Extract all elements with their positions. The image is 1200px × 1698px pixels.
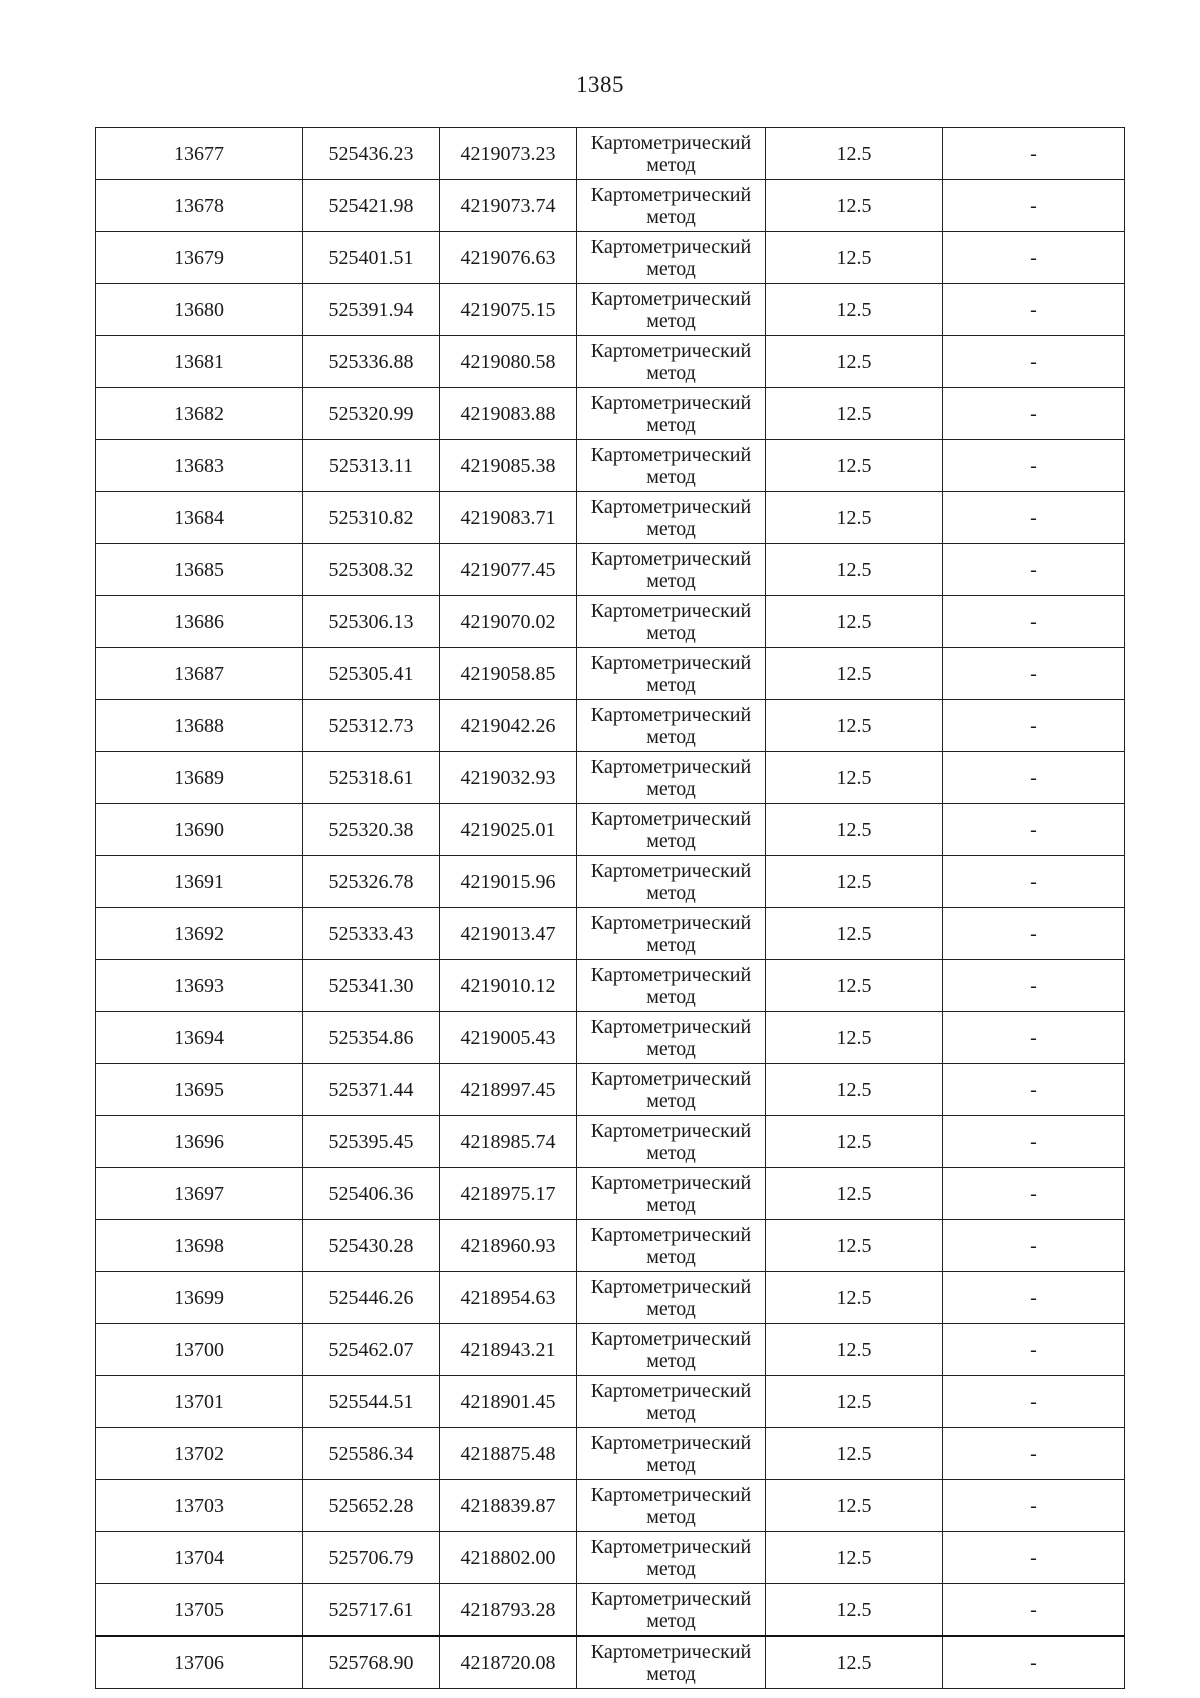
- method-cell: [577, 648, 766, 700]
- method-text-line2: метод: [646, 206, 696, 228]
- table-row: [96, 1116, 1125, 1168]
- table-row: [96, 1064, 1125, 1116]
- accuracy-cell: 12.5: [766, 180, 943, 232]
- method-text-line2: метод: [646, 570, 696, 592]
- x-coordinate-cell: 525320.99: [303, 388, 440, 440]
- table-row: [96, 596, 1125, 648]
- y-coordinate-cell: 4219005.43: [440, 1012, 577, 1064]
- method-text-line1: Картометрический: [590, 288, 752, 310]
- accuracy-cell: 12.5: [766, 336, 943, 388]
- y-coordinate-cell: 4218875.48: [440, 1428, 577, 1480]
- y-coordinate-cell: 4219083.71: [440, 492, 577, 544]
- accuracy-cell: 12.5: [766, 1480, 943, 1532]
- y-coordinate-cell: 4218985.74: [440, 1116, 577, 1168]
- method-text-line2: метод: [646, 1090, 696, 1112]
- point-number-cell: 13680: [96, 284, 303, 336]
- table-row: [96, 232, 1125, 284]
- method-text-line1: Картометрический: [590, 444, 752, 466]
- method-cell: [577, 1480, 766, 1532]
- y-coordinate-cell: 4219058.85: [440, 648, 577, 700]
- point-number-cell: 13677: [96, 128, 303, 180]
- x-coordinate-cell: 525717.61: [303, 1584, 440, 1637]
- point-number-cell: 13694: [96, 1012, 303, 1064]
- method-text-line1: Картометрический: [590, 1328, 752, 1350]
- point-number-cell: 13703: [96, 1480, 303, 1532]
- method-text-line1: Картометрический: [590, 1432, 752, 1454]
- method-text-line1: Картометрический: [590, 808, 752, 830]
- table-row: [96, 804, 1125, 856]
- note-cell: -: [943, 960, 1125, 1012]
- y-coordinate-cell: 4218997.45: [440, 1064, 577, 1116]
- method-text-line1: Картометрический: [590, 236, 752, 258]
- x-coordinate-cell: 525436.23: [303, 128, 440, 180]
- y-coordinate-cell: 4218793.28: [440, 1584, 577, 1637]
- method-text-line2: метод: [646, 934, 696, 956]
- table-row: [96, 180, 1125, 232]
- method-text-line2: метод: [646, 726, 696, 748]
- y-coordinate-cell: 4219076.63: [440, 232, 577, 284]
- note-cell: -: [943, 1480, 1125, 1532]
- point-number-cell: 13683: [96, 440, 303, 492]
- method-text-line1: Картометрический: [590, 1588, 752, 1610]
- method-cell: [577, 1272, 766, 1324]
- note-cell: -: [943, 700, 1125, 752]
- point-number-cell: 13700: [96, 1324, 303, 1376]
- note-cell: -: [943, 492, 1125, 544]
- note-cell: -: [943, 596, 1125, 648]
- method-text-line2: метод: [646, 154, 696, 176]
- point-number-cell: 13696: [96, 1116, 303, 1168]
- note-cell: -: [943, 544, 1125, 596]
- table-row: [96, 1636, 1125, 1689]
- y-coordinate-cell: 4219042.26: [440, 700, 577, 752]
- x-coordinate-cell: 525354.86: [303, 1012, 440, 1064]
- y-coordinate-cell: 4219070.02: [440, 596, 577, 648]
- x-coordinate-cell: 525391.94: [303, 284, 440, 336]
- table-row: [96, 856, 1125, 908]
- table-row: [96, 1584, 1125, 1637]
- method-text-line1: Картометрический: [590, 652, 752, 674]
- accuracy-cell: 12.5: [766, 492, 943, 544]
- accuracy-cell: 12.5: [766, 284, 943, 336]
- method-text-line1: Картометрический: [590, 132, 752, 154]
- method-text-line1: Картометрический: [590, 1380, 752, 1402]
- x-coordinate-cell: 525586.34: [303, 1428, 440, 1480]
- accuracy-cell: 12.5: [766, 1636, 943, 1689]
- method-text-line1: Картометрический: [590, 600, 752, 622]
- note-cell: -: [943, 1584, 1125, 1637]
- accuracy-cell: 12.5: [766, 804, 943, 856]
- method-cell: [577, 1428, 766, 1480]
- method-text-line1: Картометрический: [590, 1068, 752, 1090]
- accuracy-cell: 12.5: [766, 752, 943, 804]
- accuracy-cell: 12.5: [766, 700, 943, 752]
- y-coordinate-cell: 4218839.87: [440, 1480, 577, 1532]
- method-cell: [577, 1116, 766, 1168]
- table-row: [96, 544, 1125, 596]
- point-number-cell: 13691: [96, 856, 303, 908]
- accuracy-cell: 12.5: [766, 908, 943, 960]
- table-row: [96, 1480, 1125, 1532]
- note-cell: -: [943, 1532, 1125, 1584]
- method-text-line1: Картометрический: [590, 1276, 752, 1298]
- point-number-cell: 13685: [96, 544, 303, 596]
- method-text-line1: Картометрический: [590, 392, 752, 414]
- x-coordinate-cell: 525320.38: [303, 804, 440, 856]
- point-number-cell: 13684: [96, 492, 303, 544]
- accuracy-cell: 12.5: [766, 856, 943, 908]
- method-cell: [577, 1064, 766, 1116]
- point-number-cell: 13699: [96, 1272, 303, 1324]
- method-text-line1: Картометрический: [590, 1120, 752, 1142]
- table-row: [96, 1168, 1125, 1220]
- table-row: [96, 440, 1125, 492]
- method-text-line1: Картометрический: [590, 496, 752, 518]
- x-coordinate-cell: 525421.98: [303, 180, 440, 232]
- point-number-cell: 13695: [96, 1064, 303, 1116]
- method-text-line2: метод: [646, 830, 696, 852]
- method-text-line2: метод: [646, 1298, 696, 1320]
- accuracy-cell: 12.5: [766, 596, 943, 648]
- point-number-cell: 13698: [96, 1220, 303, 1272]
- method-cell: [577, 596, 766, 648]
- x-coordinate-cell: 525446.26: [303, 1272, 440, 1324]
- accuracy-cell: 12.5: [766, 1272, 943, 1324]
- method-text-line2: метод: [646, 1558, 696, 1580]
- y-coordinate-cell: 4219083.88: [440, 388, 577, 440]
- method-cell: [577, 908, 766, 960]
- table-row: [96, 1376, 1125, 1428]
- method-text-line2: метод: [646, 466, 696, 488]
- method-text-line2: метод: [646, 622, 696, 644]
- method-cell: [577, 1636, 766, 1689]
- accuracy-cell: 12.5: [766, 1324, 943, 1376]
- point-number-cell: 13687: [96, 648, 303, 700]
- point-number-cell: 13706: [96, 1636, 303, 1689]
- method-cell: [577, 1220, 766, 1272]
- method-cell: [577, 960, 766, 1012]
- method-text-line1: Картометрический: [590, 1484, 752, 1506]
- coordinates-table: [95, 127, 1125, 1689]
- note-cell: -: [943, 648, 1125, 700]
- method-cell: [577, 284, 766, 336]
- x-coordinate-cell: 525312.73: [303, 700, 440, 752]
- accuracy-cell: 12.5: [766, 544, 943, 596]
- method-text-line2: метод: [646, 1194, 696, 1216]
- x-coordinate-cell: 525313.11: [303, 440, 440, 492]
- x-coordinate-cell: 525310.82: [303, 492, 440, 544]
- method-cell: [577, 544, 766, 596]
- y-coordinate-cell: 4219075.15: [440, 284, 577, 336]
- method-cell: [577, 804, 766, 856]
- x-coordinate-cell: 525341.30: [303, 960, 440, 1012]
- y-coordinate-cell: 4218901.45: [440, 1376, 577, 1428]
- coordinates-table-body: [96, 128, 1125, 1689]
- method-text-line1: Картометрический: [590, 184, 752, 206]
- method-text-line1: Картометрический: [590, 1016, 752, 1038]
- accuracy-cell: 12.5: [766, 388, 943, 440]
- x-coordinate-cell: 525706.79: [303, 1532, 440, 1584]
- note-cell: -: [943, 1324, 1125, 1376]
- method-text-line2: метод: [646, 882, 696, 904]
- method-text-line2: метод: [646, 778, 696, 800]
- note-cell: -: [943, 1272, 1125, 1324]
- method-text-line1: Картометрический: [590, 1641, 752, 1663]
- method-text-line1: Картометрический: [590, 1536, 752, 1558]
- point-number-cell: 13688: [96, 700, 303, 752]
- y-coordinate-cell: 4218975.17: [440, 1168, 577, 1220]
- method-text-line2: метод: [646, 310, 696, 332]
- accuracy-cell: 12.5: [766, 1532, 943, 1584]
- x-coordinate-cell: 525308.32: [303, 544, 440, 596]
- method-text-line1: Картометрический: [590, 340, 752, 362]
- accuracy-cell: 12.5: [766, 1376, 943, 1428]
- table-row: [96, 1324, 1125, 1376]
- accuracy-cell: 12.5: [766, 440, 943, 492]
- point-number-cell: 13692: [96, 908, 303, 960]
- method-text-line1: Картометрический: [590, 1172, 752, 1194]
- point-number-cell: 13693: [96, 960, 303, 1012]
- note-cell: -: [943, 128, 1125, 180]
- method-cell: [577, 388, 766, 440]
- method-cell: [577, 1324, 766, 1376]
- x-coordinate-cell: 525652.28: [303, 1480, 440, 1532]
- note-cell: -: [943, 336, 1125, 388]
- y-coordinate-cell: 4219013.47: [440, 908, 577, 960]
- method-cell: [577, 1532, 766, 1584]
- y-coordinate-cell: 4219073.23: [440, 128, 577, 180]
- y-coordinate-cell: 4219025.01: [440, 804, 577, 856]
- method-cell: [577, 492, 766, 544]
- method-text-line2: метод: [646, 258, 696, 280]
- point-number-cell: 13690: [96, 804, 303, 856]
- y-coordinate-cell: 4218720.08: [440, 1636, 577, 1689]
- y-coordinate-cell: 4219010.12: [440, 960, 577, 1012]
- table-row: [96, 908, 1125, 960]
- accuracy-cell: 12.5: [766, 128, 943, 180]
- method-text-line1: Картометрический: [590, 704, 752, 726]
- method-text-line1: Картометрический: [590, 964, 752, 986]
- point-number-cell: 13689: [96, 752, 303, 804]
- table-row: [96, 492, 1125, 544]
- method-text-line1: Картометрический: [590, 548, 752, 570]
- method-cell: [577, 856, 766, 908]
- table-row: [96, 1428, 1125, 1480]
- note-cell: -: [943, 1220, 1125, 1272]
- accuracy-cell: 12.5: [766, 1220, 943, 1272]
- x-coordinate-cell: 525371.44: [303, 1064, 440, 1116]
- point-number-cell: 13701: [96, 1376, 303, 1428]
- accuracy-cell: 12.5: [766, 1428, 943, 1480]
- table-row: [96, 388, 1125, 440]
- method-text-line2: метод: [646, 1663, 696, 1685]
- x-coordinate-cell: 525768.90: [303, 1636, 440, 1689]
- x-coordinate-cell: 525306.13: [303, 596, 440, 648]
- accuracy-cell: 12.5: [766, 232, 943, 284]
- table-row: [96, 336, 1125, 388]
- x-coordinate-cell: 525406.36: [303, 1168, 440, 1220]
- method-text-line2: метод: [646, 362, 696, 384]
- method-cell: [577, 336, 766, 388]
- note-cell: -: [943, 232, 1125, 284]
- note-cell: -: [943, 856, 1125, 908]
- point-number-cell: 13702: [96, 1428, 303, 1480]
- method-text-line2: метод: [646, 986, 696, 1008]
- method-text-line2: метод: [646, 414, 696, 436]
- x-coordinate-cell: 525326.78: [303, 856, 440, 908]
- method-cell: [577, 1584, 766, 1637]
- method-text-line1: Картометрический: [590, 860, 752, 882]
- y-coordinate-cell: 4219073.74: [440, 180, 577, 232]
- note-cell: -: [943, 180, 1125, 232]
- x-coordinate-cell: 525305.41: [303, 648, 440, 700]
- method-cell: [577, 700, 766, 752]
- note-cell: -: [943, 1428, 1125, 1480]
- method-cell: [577, 752, 766, 804]
- table-row: [96, 700, 1125, 752]
- x-coordinate-cell: 525318.61: [303, 752, 440, 804]
- note-cell: -: [943, 1376, 1125, 1428]
- table-row: [96, 128, 1125, 180]
- method-cell: [577, 128, 766, 180]
- x-coordinate-cell: 525544.51: [303, 1376, 440, 1428]
- method-text-line1: Картометрический: [590, 1224, 752, 1246]
- x-coordinate-cell: 525333.43: [303, 908, 440, 960]
- y-coordinate-cell: 4218960.93: [440, 1220, 577, 1272]
- accuracy-cell: 12.5: [766, 1116, 943, 1168]
- accuracy-cell: 12.5: [766, 1064, 943, 1116]
- page-number: 1385: [576, 72, 624, 97]
- method-text-line2: метод: [646, 1402, 696, 1424]
- method-cell: [577, 440, 766, 492]
- accuracy-cell: 12.5: [766, 960, 943, 1012]
- x-coordinate-cell: 525430.28: [303, 1220, 440, 1272]
- method-text-line2: метод: [646, 1454, 696, 1476]
- x-coordinate-cell: 525401.51: [303, 232, 440, 284]
- point-number-cell: 13704: [96, 1532, 303, 1584]
- note-cell: -: [943, 284, 1125, 336]
- method-text-line2: метод: [646, 1506, 696, 1528]
- y-coordinate-cell: 4219015.96: [440, 856, 577, 908]
- y-coordinate-cell: 4218954.63: [440, 1272, 577, 1324]
- note-cell: -: [943, 1064, 1125, 1116]
- method-cell: [577, 1012, 766, 1064]
- y-coordinate-cell: 4219085.38: [440, 440, 577, 492]
- table-row: [96, 1012, 1125, 1064]
- accuracy-cell: 12.5: [766, 648, 943, 700]
- note-cell: -: [943, 388, 1125, 440]
- table-row: [96, 960, 1125, 1012]
- point-number-cell: 13705: [96, 1584, 303, 1637]
- method-cell: [577, 1168, 766, 1220]
- note-cell: -: [943, 908, 1125, 960]
- point-number-cell: 13697: [96, 1168, 303, 1220]
- y-coordinate-cell: 4218943.21: [440, 1324, 577, 1376]
- table-row: [96, 1272, 1125, 1324]
- point-number-cell: 13686: [96, 596, 303, 648]
- point-number-cell: 13682: [96, 388, 303, 440]
- method-text-line2: метод: [646, 674, 696, 696]
- table-row: [96, 752, 1125, 804]
- method-text-line1: Картометрический: [590, 912, 752, 934]
- note-cell: -: [943, 440, 1125, 492]
- point-number-cell: 13678: [96, 180, 303, 232]
- table-row: [96, 1220, 1125, 1272]
- accuracy-cell: 12.5: [766, 1168, 943, 1220]
- method-text-line2: метод: [646, 1350, 696, 1372]
- y-coordinate-cell: 4219077.45: [440, 544, 577, 596]
- note-cell: -: [943, 1168, 1125, 1220]
- x-coordinate-cell: 525336.88: [303, 336, 440, 388]
- note-cell: -: [943, 1012, 1125, 1064]
- note-cell: -: [943, 1116, 1125, 1168]
- method-text-line2: метод: [646, 518, 696, 540]
- accuracy-cell: 12.5: [766, 1012, 943, 1064]
- note-cell: -: [943, 804, 1125, 856]
- x-coordinate-cell: 525462.07: [303, 1324, 440, 1376]
- table-row: [96, 284, 1125, 336]
- y-coordinate-cell: 4218802.00: [440, 1532, 577, 1584]
- note-cell: -: [943, 1636, 1125, 1689]
- method-cell: [577, 232, 766, 284]
- x-coordinate-cell: 525395.45: [303, 1116, 440, 1168]
- method-cell: [577, 1376, 766, 1428]
- y-coordinate-cell: 4219080.58: [440, 336, 577, 388]
- method-text-line2: метод: [646, 1142, 696, 1164]
- note-cell: -: [943, 752, 1125, 804]
- table-row: [96, 648, 1125, 700]
- method-text-line1: Картометрический: [590, 756, 752, 778]
- table-row: [96, 1532, 1125, 1584]
- method-text-line2: метод: [646, 1610, 696, 1632]
- method-text-line2: метод: [646, 1038, 696, 1060]
- method-cell: [577, 180, 766, 232]
- method-text-line2: метод: [646, 1246, 696, 1268]
- point-number-cell: 13681: [96, 336, 303, 388]
- point-number-cell: 13679: [96, 232, 303, 284]
- accuracy-cell: 12.5: [766, 1584, 943, 1637]
- y-coordinate-cell: 4219032.93: [440, 752, 577, 804]
